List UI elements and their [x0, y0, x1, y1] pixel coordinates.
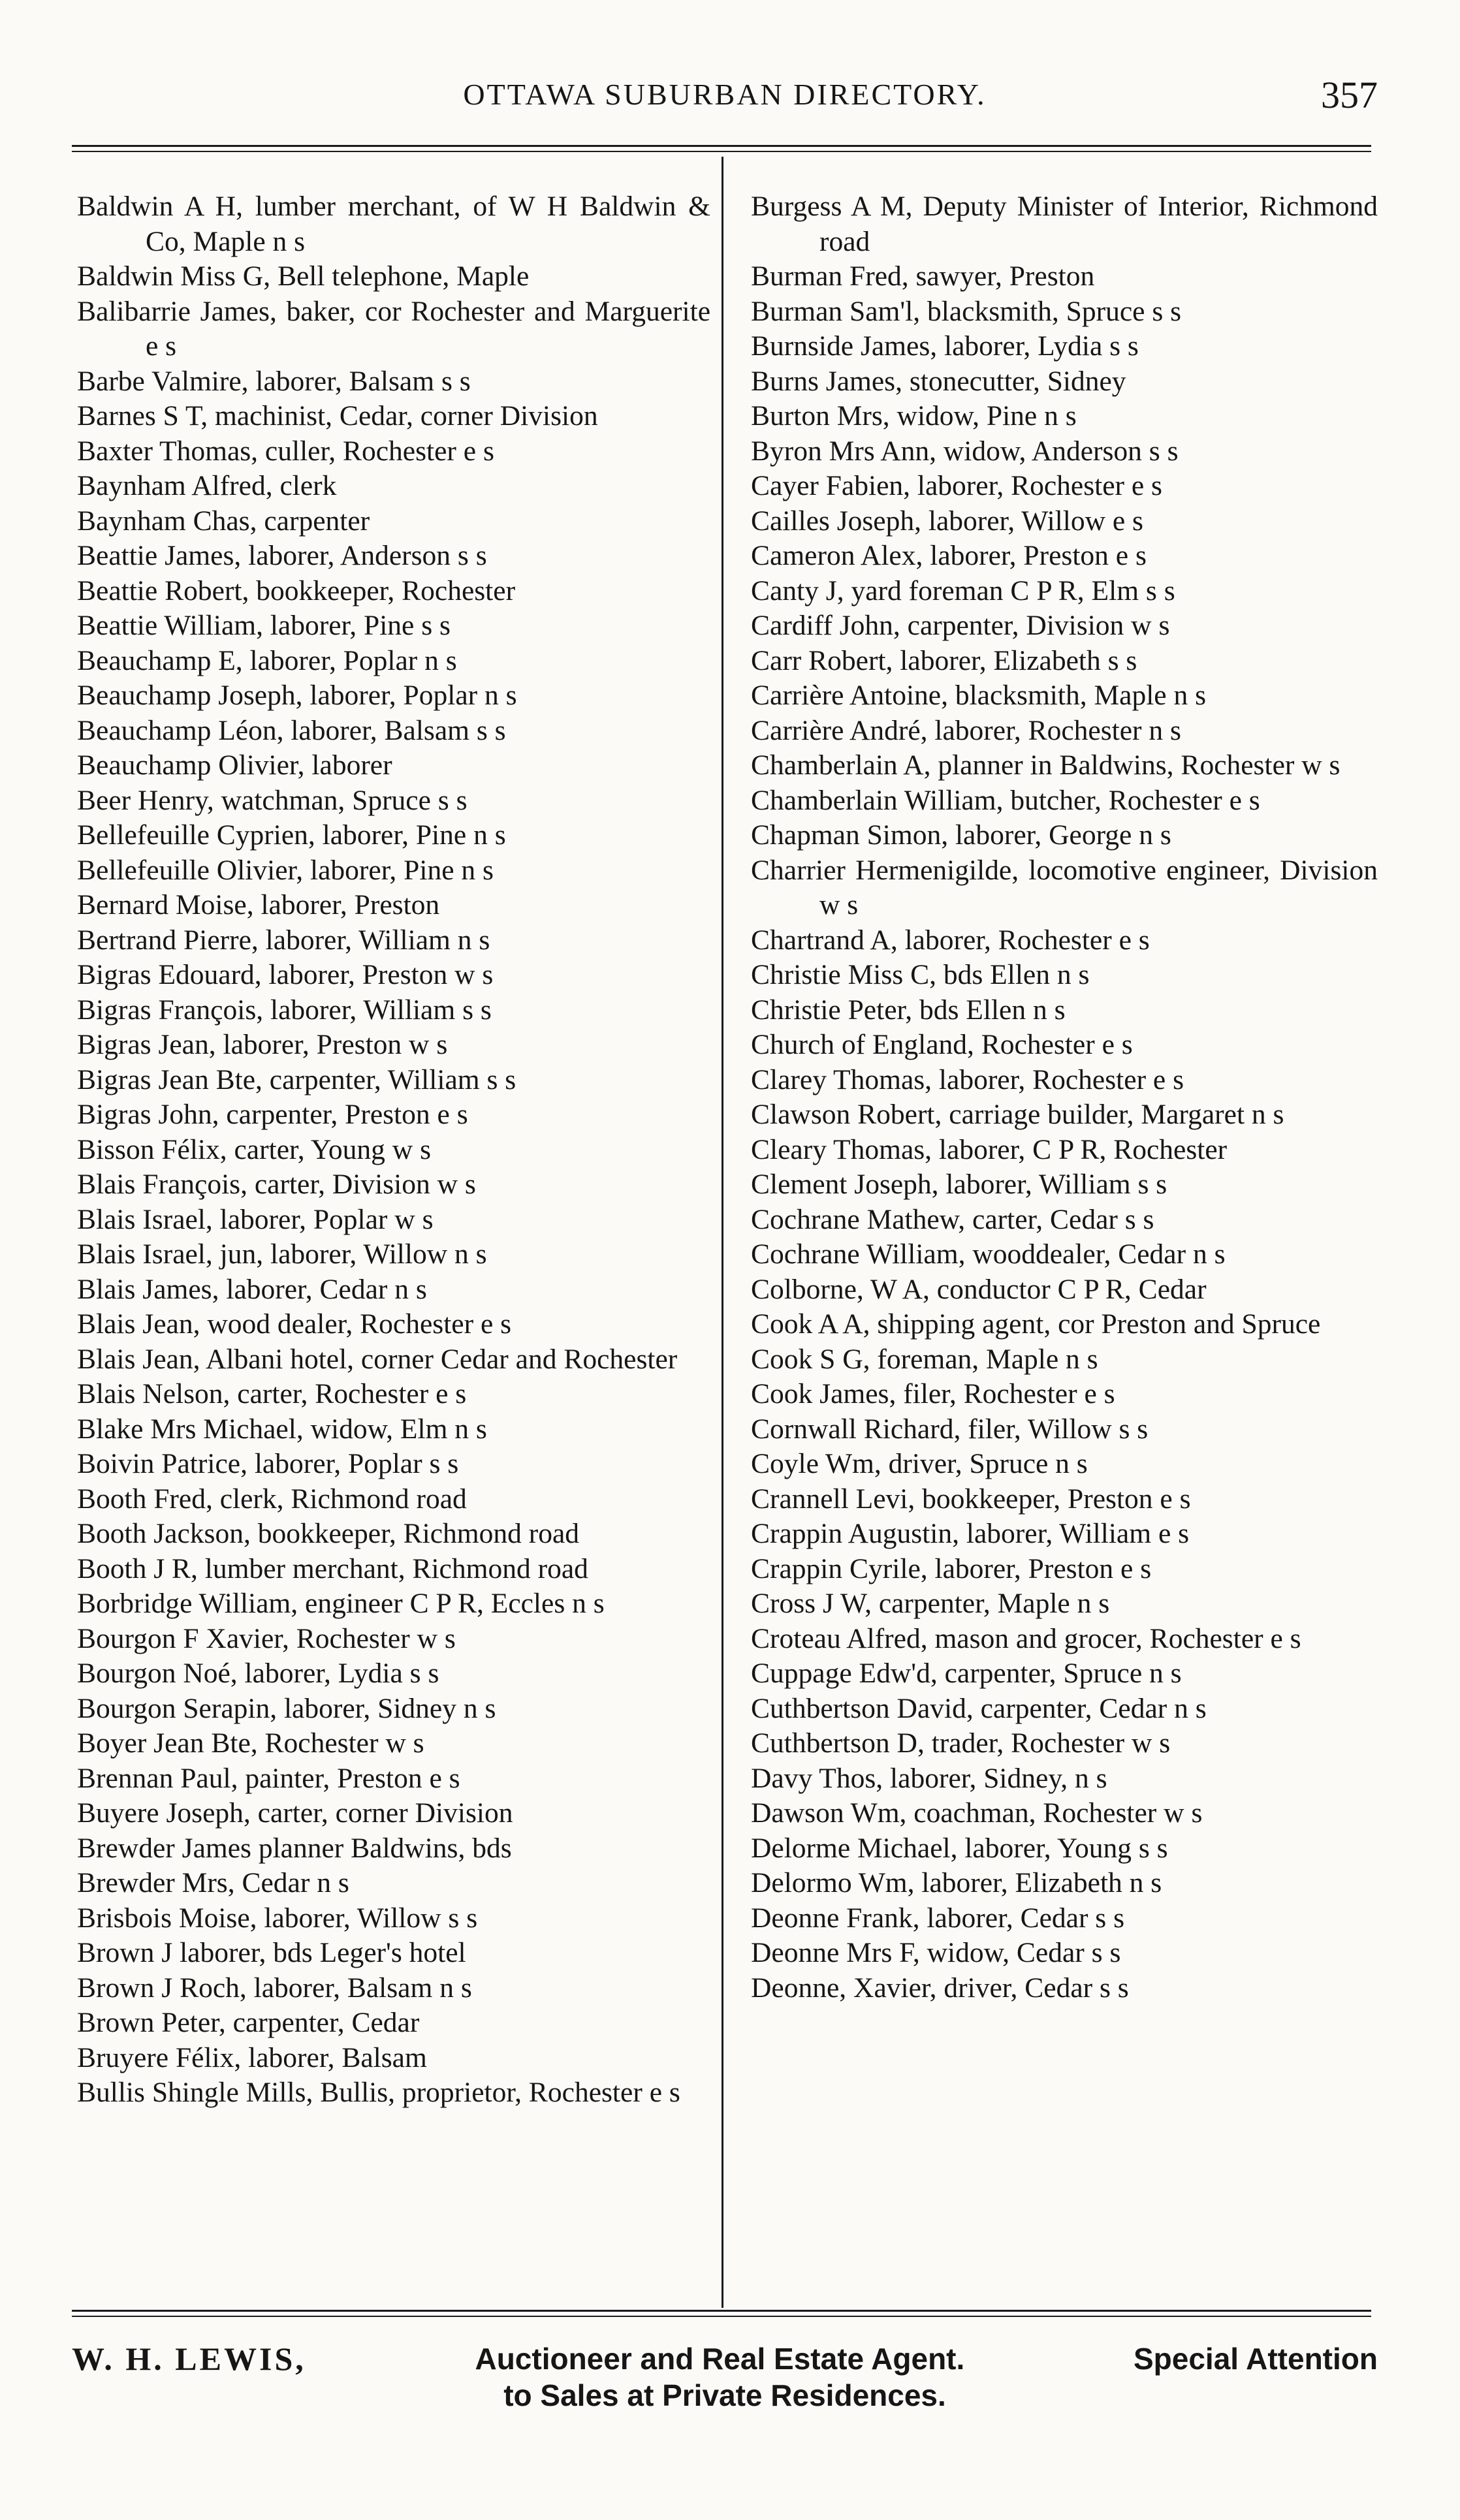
directory-entry: Burnside James, laborer, Lydia s s — [751, 330, 1139, 362]
directory-entry: Beattie Robert, bookkeeper, Rochester — [77, 575, 516, 606]
directory-entry: Borbridge William, engineer C P R, Eccles n s — [77, 1588, 605, 1619]
page-number: 357 — [1321, 74, 1378, 116]
directory-entry: Burgess A M, Deputy Minister of Interior, Richmond road — [751, 191, 1378, 257]
directory-entry: Cornwall Richard, filer, Willow s s — [751, 1413, 1149, 1445]
directory-entry: Cameron Alex, laborer, Preston e s — [751, 540, 1147, 571]
directory-entry: Barnes S T, machinist, Cedar, corner Division — [77, 400, 598, 432]
directory-entry: Byron Mrs Ann, widow, Anderson s s — [751, 435, 1179, 467]
directory-entry: Blais Israel, jun, laborer, Willow n s — [77, 1238, 487, 1270]
directory-entry: Brown Peter, carpenter, Cedar — [77, 2007, 420, 2038]
directory-entry: Blake Mrs Michael, widow, Elm n s — [77, 1413, 487, 1445]
directory-entry: Cook S G, foreman, Maple n s — [751, 1343, 1098, 1375]
directory-entry: Cuthbertson David, carpenter, Cedar n s — [751, 1692, 1207, 1724]
directory-entry: Carrière Antoine, blacksmith, Maple n s — [751, 680, 1207, 711]
directory-entry: Charrier Hermenigilde, locomotive engineer, Division w s — [751, 854, 1378, 921]
directory-entry: Crappin Augustin, laborer, William e s — [751, 1518, 1190, 1549]
directory-entry: Beattie William, laborer, Pine s s — [77, 610, 451, 641]
directory-entry: Cook James, filer, Rochester e s — [751, 1378, 1115, 1410]
directory-entry: Brown J laborer, bds Leger's hotel — [77, 1937, 466, 1968]
directory-entry: Clawson Robert, carriage builder, Margaret n s — [751, 1099, 1284, 1130]
directory-entry: Booth Jackson, bookkeeper, Richmond road — [77, 1518, 580, 1549]
directory-entry: Chamberlain William, butcher, Rochester e s — [751, 784, 1260, 816]
advertiser-note: Special Attention — [1133, 2342, 1378, 2376]
advertiser-name: W. H. LEWIS, — [72, 2340, 306, 2377]
advertisement-footer — [72, 2340, 1378, 2414]
directory-entry: Delorme Michael, laborer, Young s s — [751, 1832, 1168, 1864]
directory-entry: Cuthbertson D, trader, Rochester w s — [751, 1727, 1171, 1759]
directory-entry: Clarey Thomas, laborer, Rochester e s — [751, 1063, 1184, 1095]
directory-entry: Booth Fred, clerk, Richmond road — [77, 1483, 467, 1515]
directory-entry: Bourgon F Xavier, Rochester w s — [77, 1622, 456, 1654]
directory-entry: Bullis Shingle Mills, Bullis, proprietor, Rochester e s — [77, 2077, 680, 2108]
directory-entry: Boivin Patrice, laborer, Poplar s s — [77, 1448, 459, 1479]
directory-entry: Croteau Alfred, mason and grocer, Rochester e s — [751, 1622, 1301, 1654]
left-column — [77, 189, 710, 2111]
directory-entry: Bourgon Serapin, laborer, Sidney n s — [77, 1692, 496, 1724]
directory-entry: Cochrane Mathew, carter, Cedar s s — [751, 1203, 1154, 1235]
directory-entry: Barbe Valmire, laborer, Balsam s s — [77, 365, 471, 397]
directory-entry: Beer Henry, watchman, Spruce s s — [77, 784, 468, 816]
directory-entry: Blais Nelson, carter, Rochester e s — [77, 1378, 467, 1410]
directory-entry: Cross J W, carpenter, Maple n s — [751, 1588, 1110, 1619]
directory-entry: Cook A A, shipping agent, cor Preston and Spruce — [751, 1308, 1321, 1340]
directory-entry: Beauchamp E, laborer, Poplar n s — [77, 644, 457, 676]
directory-entry: Davy Thos, laborer, Sidney, n s — [751, 1762, 1107, 1794]
directory-entry: Baldwin Miss G, Bell telephone, Maple — [77, 260, 530, 292]
advertiser-title: Auctioneer and Real Estate Agent. — [475, 2342, 965, 2376]
directory-entry: Bellefeuille Olivier, laborer, Pine n s — [77, 854, 494, 886]
directory-entry: Canty J, yard foreman C P R, Elm s s — [751, 575, 1175, 606]
running-title: OTTAWA SUBURBAN DIRECTORY. — [463, 78, 987, 111]
directory-entry: Balibarrie James, baker, cor Rochester and Marguerite e s — [77, 295, 710, 362]
directory-entry: Chamberlain A, planner in Baldwins, Rochester w s — [751, 749, 1341, 781]
column-divider — [722, 157, 723, 2308]
directory-entry: Coyle Wm, driver, Spruce n s — [751, 1448, 1088, 1479]
directory-entry: Dawson Wm, coachman, Rochester w s — [751, 1797, 1203, 1829]
directory-entry: Cuppage Edw'd, carpenter, Spruce n s — [751, 1658, 1182, 1689]
directory-entry: Deonne Frank, laborer, Cedar s s — [751, 1902, 1125, 1934]
directory-entry: Bigras John, carpenter, Preston e s — [77, 1099, 468, 1130]
directory-entry: Boyer Jean Bte, Rochester w s — [77, 1727, 424, 1759]
directory-entry: Blais Jean, wood dealer, Rochester e s — [77, 1308, 512, 1340]
directory-entry: Burman Fred, sawyer, Preston — [751, 260, 1095, 292]
directory-entry: Burton Mrs, widow, Pine n s — [751, 400, 1077, 432]
directory-entry: Crannell Levi, bookkeeper, Preston e s — [751, 1483, 1191, 1515]
directory-entry: Brewder Mrs, Cedar n s — [77, 1867, 349, 1898]
directory-entry: Colborne, W A, conductor C P R, Cedar — [751, 1273, 1207, 1305]
directory-entry: Baynham Alfred, clerk — [77, 470, 337, 501]
directory-entry: Brewder James planner Baldwins, bds — [77, 1832, 512, 1864]
directory-entry: Baxter Thomas, culler, Rochester e s — [77, 435, 494, 467]
directory-entry: Blais James, laborer, Cedar n s — [77, 1273, 427, 1305]
directory-entry: Blais François, carter, Division w s — [77, 1169, 476, 1200]
directory-entry: Carr Robert, laborer, Elizabeth s s — [751, 644, 1137, 676]
directory-entry: Beattie James, laborer, Anderson s s — [77, 540, 487, 571]
directory-entry: Cochrane William, wooddealer, Cedar n s — [751, 1238, 1226, 1270]
directory-entry: Bisson Félix, carter, Young w s — [77, 1133, 432, 1165]
directory-entry: Clement Joseph, laborer, William s s — [751, 1169, 1167, 1200]
directory-entry: Brennan Paul, painter, Preston e s — [77, 1762, 460, 1794]
directory-entry: Bigras Jean Bte, carpenter, William s s — [77, 1063, 516, 1095]
directory-entry: Christie Peter, bds Ellen n s — [751, 994, 1066, 1026]
directory-entry: Beauchamp Léon, laborer, Balsam s s — [77, 714, 506, 746]
directory-entry: Chapman Simon, laborer, George n s — [751, 819, 1171, 851]
directory-entry: Bellefeuille Cyprien, laborer, Pine n s — [77, 819, 506, 851]
directory-entry: Bernard Moise, laborer, Preston — [77, 889, 440, 921]
directory-entry: Cardiff John, carpenter, Division w s — [751, 610, 1170, 641]
header-rule — [72, 145, 1371, 152]
directory-entry: Chartrand A, laborer, Rochester e s — [751, 924, 1150, 956]
directory-entry: Church of England, Rochester e s — [751, 1029, 1133, 1060]
directory-entry: Beauchamp Joseph, laborer, Poplar n s — [77, 680, 517, 711]
directory-entry: Cayer Fabien, laborer, Rochester e s — [751, 470, 1162, 501]
directory-entry: Bigras Edouard, laborer, Preston w s — [77, 959, 494, 990]
directory-entry: Crappin Cyrile, laborer, Preston e s — [751, 1552, 1152, 1584]
directory-entry: Beauchamp Olivier, laborer — [77, 749, 392, 781]
footer-rule — [72, 2310, 1371, 2317]
right-column — [751, 189, 1378, 2006]
directory-entry: Buyere Joseph, carter, corner Division — [77, 1797, 513, 1829]
directory-entry: Bertrand Pierre, laborer, William n s — [77, 924, 490, 956]
directory-entry: Blais Israel, laborer, Poplar w s — [77, 1203, 434, 1235]
advertiser-line-2: to Sales at Private Residences. — [503, 2378, 946, 2412]
directory-entry: Bourgon Noé, laborer, Lydia s s — [77, 1658, 439, 1689]
directory-entry: Carrière André, laborer, Rochester n s — [751, 714, 1181, 746]
directory-entry: Brisbois Moise, laborer, Willow s s — [77, 1902, 478, 1934]
directory-entry: Blais Jean, Albani hotel, corner Cedar and Rochester — [77, 1343, 678, 1375]
directory-entry: Booth J R, lumber merchant, Richmond road — [77, 1552, 588, 1584]
directory-entry: Deonne, Xavier, driver, Cedar s s — [751, 1972, 1129, 2004]
page-header — [72, 74, 1378, 123]
directory-entry: Baynham Chas, carpenter — [77, 505, 370, 537]
directory-entry: Brown J Roch, laborer, Balsam n s — [77, 1972, 472, 2004]
directory-entry: Cailles Joseph, laborer, Willow e s — [751, 505, 1143, 537]
directory-entry: Christie Miss C, bds Ellen n s — [751, 959, 1090, 990]
directory-entry: Baldwin A H, lumber merchant, of W H Baldwin & Co, Maple n s — [77, 191, 710, 257]
directory-entry: Bigras François, laborer, William s s — [77, 994, 492, 1026]
directory-entry: Bruyere Félix, laborer, Balsam — [77, 2041, 427, 2073]
directory-entry: Burman Sam'l, blacksmith, Spruce s s — [751, 295, 1182, 327]
directory-entry: Bigras Jean, laborer, Preston w s — [77, 1029, 448, 1060]
directory-entry: Deonne Mrs F, widow, Cedar s s — [751, 1937, 1121, 1968]
directory-entry: Delormo Wm, laborer, Elizabeth n s — [751, 1867, 1162, 1898]
directory-entry: Burns James, stonecutter, Sidney — [751, 365, 1126, 397]
directory-entry: Cleary Thomas, laborer, C P R, Rochester — [751, 1133, 1228, 1165]
